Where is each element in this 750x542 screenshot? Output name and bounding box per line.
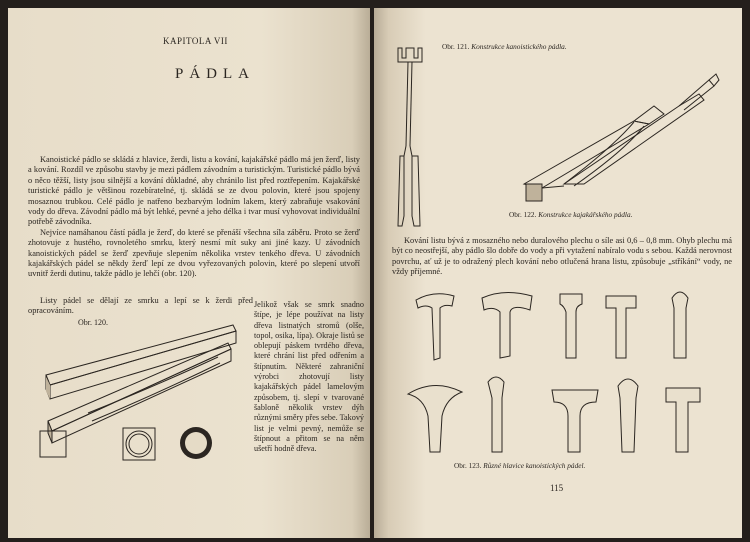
cross-section-square [40, 431, 66, 457]
chapter-title: PÁDLA [175, 66, 256, 82]
figure-123-drawing [404, 286, 734, 458]
grip-6 [408, 385, 462, 452]
page-number: 115 [550, 483, 564, 493]
paragraph-2: Nejvíce namáhanou částí pádla je žerď, do které se přenáší všechna síla záběru. Proto se žerď zhotovuje z hustého, rovnoletého smrku, který nesmí mít suky ani jiné kazy. U závodních kanoistických pádel se žerď zpevňuje slepením několika vrstev tenkého dřeva. U závodních kajakářských pádel se někdy žerď lepí ze dvou vyřezovaných polovin, které po slepení utvoří uvnitř žerdi dutinu, takže pádlo je lehčí (obr. 120). [28, 227, 360, 279]
chapter-heading: KAPITOLA VII [163, 36, 228, 46]
grip-2 [482, 292, 532, 358]
figure-120-label: Obr. 120. [78, 318, 108, 327]
figure-122-caption [509, 210, 632, 219]
grip-8 [552, 390, 598, 452]
grip-9 [618, 379, 638, 452]
right-body-text: Kování listu bývá z mosazného nebo duralového plechu o síle asi 0,6 – 0,8 mm. Ohyb plechu má být co neostřejší, aby pádlo šlo dobře do vody a při vytažení nabíralo vodu s sebou. Každá nerovnost povrchu, ať už je to odražený plech kování nebo otlučená hrana listu, způsobuje „stříkání“ vody, ne vždy příjemné. [392, 236, 732, 277]
grip-4 [606, 296, 636, 358]
side-column-text: Jelikož však se smrk snadno štípe, je lépe používat na listy dřeva listnatých stromů (olše, topol, osika, lípa). Okraje listů se oblepují páskem tvrdého dřeva, které chrání list před odřením a štípnutím. Některé zahraniční výrobci zhotovují listy kajakářských pádel lamelovým způsobem, tj. slepí v tvarované šabloně několik vrstev dýh různými směry přes sebe. Takový list je velmi pevný, nemůže se štípnout a přitom se na něm ušetří hodně dřeva. [254, 300, 365, 454]
grip-10 [666, 388, 700, 452]
cross-section-hollow [123, 428, 155, 460]
figure-121-caption [442, 42, 567, 51]
grip-5 [672, 292, 688, 358]
grip-7 [488, 377, 504, 452]
paragraph-1: Kanoistické pádlo se skládá z hlavice, žerdi, listu a kování, kajakářské pádlo má jen žerď, listy a kování. Rozdíl ve způsobu stavby je mezi pádlem závodním a turistickým. Turistické pádlo bývá o něco těžší, listy jsou silnější a kování důkladné, aby chránilo list před roztřepením. Kajakářské turistické pádlo je většinou rozebíratelné, tj. skládá se ze dvou polovin, které jsou spojeny mosaznou trubkou. Celé pádlo je natřeno bezbarvým lodním lakem, který zabraňuje vsakování vody do dřeva. Závodní pádlo má být lehké, pevné a jeho délka i tvar musí vyhovovat individuální potřebě závodníka. [28, 155, 360, 227]
figure-121-text: Konstrukce kanoistického pádla. [471, 42, 567, 51]
figure-123-caption [454, 461, 585, 470]
figure-122-number: Obr. 122. [509, 210, 537, 219]
figure-122-drawing [504, 66, 724, 206]
figure-123-text: Různé hlavice kanoistických pádel. [483, 461, 586, 470]
grip-3 [560, 294, 582, 358]
cross-section-round [180, 427, 212, 459]
figure-123-number: Obr. 123. [454, 461, 482, 470]
figure-122-text: Konstrukce kajakářského pádla. [538, 210, 633, 219]
right-page [374, 8, 742, 538]
left-page [8, 8, 370, 538]
figure-121-drawing [394, 46, 434, 236]
figure-120-drawing [28, 313, 253, 493]
figure-121-number: Obr. 121. [442, 42, 470, 51]
paragraph-3-start: Listy pádel se dělají ze smrku a lepí se k žerdi před opracováním. [28, 296, 253, 316]
grip-1 [416, 294, 454, 360]
body-text-block [28, 155, 360, 280]
